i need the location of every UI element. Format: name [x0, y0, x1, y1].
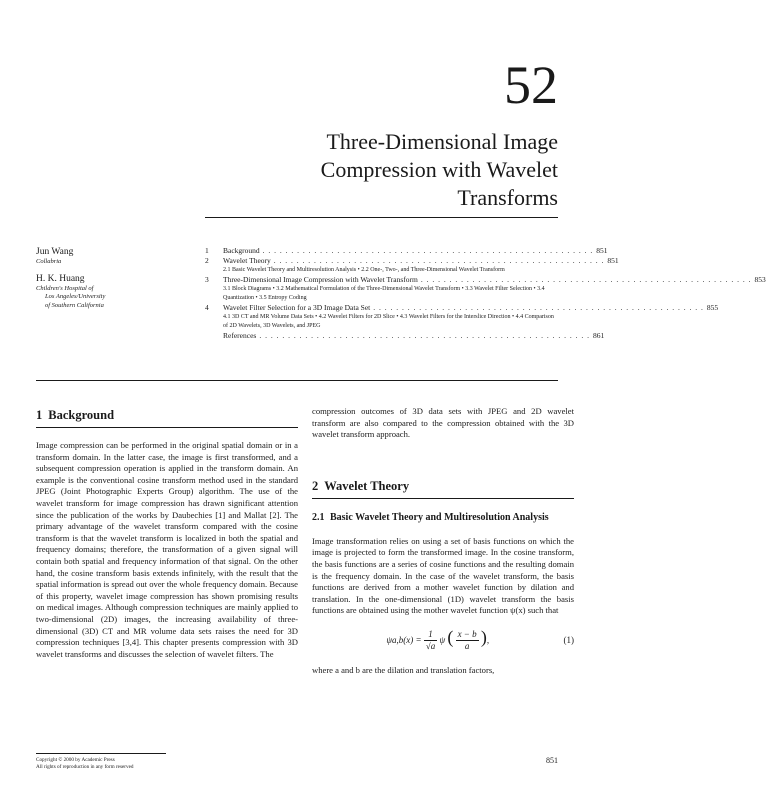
section-heading [36, 408, 298, 428]
copyright-notice [36, 753, 166, 771]
toc-entry[interactable] [205, 331, 605, 341]
toc-leader: . . . . . . . . . . . . . . . . . . . . . . . . . . . . . . . . . . . . . . . . . . . . . . . . . . . . . . . . . . [262, 246, 594, 255]
body-paragraph: Image transformation relies on using a set of basis functions on which the image is projected to form the transformed image. In the cosine transform, the basis functions are a series of cosine functions and the resulting domain is the frequency domain. In the case of the wavelet transform, the basis functions are derived from a mother wavelet function by dilation and translation. In the one-dimensional (1D) wavelet transform the basis functions are obtained using the mother wavelet function ψ(x) such that [312, 535, 574, 616]
toc-number: 2 [205, 256, 209, 265]
equation-denominator: √a [425, 641, 436, 652]
author-name: H. K. Huang [36, 273, 85, 284]
toc-entry[interactable] [205, 256, 619, 266]
table-of-contents [205, 246, 766, 341]
author-affiliation: Collabria [36, 258, 62, 265]
equation-1 [312, 617, 574, 665]
subsection-number: 2.1 [312, 511, 325, 523]
author-affiliation: Children's Hospital of [36, 284, 94, 292]
right-column [312, 406, 574, 677]
toc-page: 855 [706, 303, 719, 312]
toc-number [205, 331, 223, 341]
author-affiliation: of Southern California [45, 301, 104, 309]
equation-tail: , [486, 635, 490, 645]
toc-title: Wavelet Filter Selection for a 3D Image Data Set [223, 303, 371, 312]
toc-leader: . . . . . . . . . . . . . . . . . . . . . . . . . . . . . . . . . . . . . . . . . . . . . . . . . . . . . . . . . . [373, 303, 704, 312]
toc-entry[interactable] [205, 275, 766, 285]
toc-number: 4 [205, 303, 209, 312]
section-title: Background [48, 408, 115, 422]
section-heading [312, 479, 574, 499]
section-rule [36, 380, 558, 381]
toc-title: Background [223, 246, 260, 255]
chapter-number: 52 [504, 55, 558, 115]
equation-denominator: a [464, 641, 470, 652]
toc-leader: . . . . . . . . . . . . . . . . . . . . . . . . . . . . . . . . . . . . . . . . . . . . . . . . . . . . . . . . . . [273, 256, 605, 265]
toc-page: 853 [754, 275, 766, 284]
section-number: 1 [36, 408, 43, 422]
section-title: Wavelet Theory [324, 478, 410, 493]
toc-number: 1 [205, 246, 209, 255]
equation-numerator: 1 [424, 629, 437, 642]
toc-entry[interactable] [205, 246, 608, 256]
section-number: 2 [312, 478, 319, 493]
chapter-title: Three-Dimensional Image Compression with Wavelet Transforms [320, 129, 558, 210]
toc-page: 861 [592, 331, 605, 340]
toc-subentries: 2.1 Basic Wavelet Theory and Multiresolution Analysis • 2.2 One-, Two-, and Three-Dimensional Wavelet Transform [223, 267, 505, 273]
subsection-title: Basic Wavelet Theory and Multiresolution Analysis [330, 511, 549, 523]
toc-subentries: 3.1 Block Diagrams • 3.2 Mathematical Formulation of the Three-Dimensional Wavelet Transform • 3.3 Wavelet Filter Selection • 3.4 Quantization • 3.5 Entropy Coding [223, 286, 545, 301]
toc-leader: . . . . . . . . . . . . . . . . . . . . . . . . . . . . . . . . . . . . . . . . . . . . . . . . . . . . . . . . . . [420, 275, 752, 284]
toc-page: 851 [607, 256, 619, 265]
title-rule [205, 217, 558, 218]
author-affiliation: Los Angeles/University [45, 293, 106, 300]
equation-fraction [424, 629, 437, 653]
toc-title: Three-Dimensional Image Compression with Wavelet Transform [223, 275, 418, 284]
toc-subentries: 4.1 3D CT and MR Volume Data Sets • 4.2 Wavelet Filters for 2D Slice • 4.3 Wavelet Filters for the Interslice Direction • 4.4 Comparison of 2D Wavelets, 3D Wavelets, and JPEG [223, 314, 554, 329]
toc-title: Wavelet Theory [223, 256, 271, 265]
body-paragraph: where a and b are the dilation and translation factors, [312, 664, 495, 675]
equation-numerator: x − b [456, 629, 479, 642]
left-column [36, 408, 298, 660]
body-paragraph: Image compression can be performed in the original spatial domain or in a transform domain. In the latter case, the image is first transformed, and a subsequent compression operation is applied in the transform domain. An example is the conventional cosine transform method used in the standard JPEG (Joint Photographic Experts Group) algorithm. The use of the wavelet transform for image compression has drawn significant attention since the publication of the works by Daubechies [1] and Mallat [2]. The primary advantage of the wavelet transform compared with the cosine transform is that the wavelet transform is localized in both the spatial and frequency domains; therefore, the transformation of a given signal will contain both spatial and frequency information of that signal. On the other hand, the cosine transform basis extends infinitely, with the result that the spatial information is spread out over the whole frequency domain. Because of this property, wavelet image compression has shown promising results on medical images. Although compression techniques are mainly applied to two-dimensional (2D) images, the increasing availability of three-dimensional (3D) CT and MR volume data sets raises the need for 3D compression techniques [3,4]. This chapter presents compression with 3D wavelet transforms and discusses the selection of wavelet filters. The [36, 440, 298, 659]
equation-number: (1) [563, 635, 574, 646]
equation-function: ψ [439, 635, 446, 645]
copyright-line: All rights of reproduction in any form reserved [36, 764, 134, 770]
toc-entry[interactable] [205, 303, 719, 313]
equation-lhs: ψa,b(x) = [386, 635, 424, 645]
page-number: 851 [546, 756, 558, 765]
toc-title: References [223, 331, 257, 340]
author-block [36, 246, 196, 310]
subsection-heading [312, 511, 574, 524]
body-paragraph: compression outcomes of 3D data sets with JPEG and 2D wavelet transform are also compared to the compression obtained with the 3D wavelet transform approach. [312, 406, 574, 440]
toc-page: 851 [596, 246, 608, 255]
copyright-line: Copyright © 2000 by Academic Press [36, 757, 115, 763]
author-name: Jun Wang [36, 247, 74, 257]
toc-number: 3 [205, 275, 209, 284]
equation-body: ψa,b(x) = $\frac{1}{√a}$ ψ ( $\frac{x - b}{a}$ ), [386, 627, 490, 652]
toc-leader: . . . . . . . . . . . . . . . . . . . . . . . . . . . . . . . . . . . . . . . . . . . . . . . . . . . . . . . . . . [259, 331, 590, 340]
equation-fraction [456, 629, 479, 653]
